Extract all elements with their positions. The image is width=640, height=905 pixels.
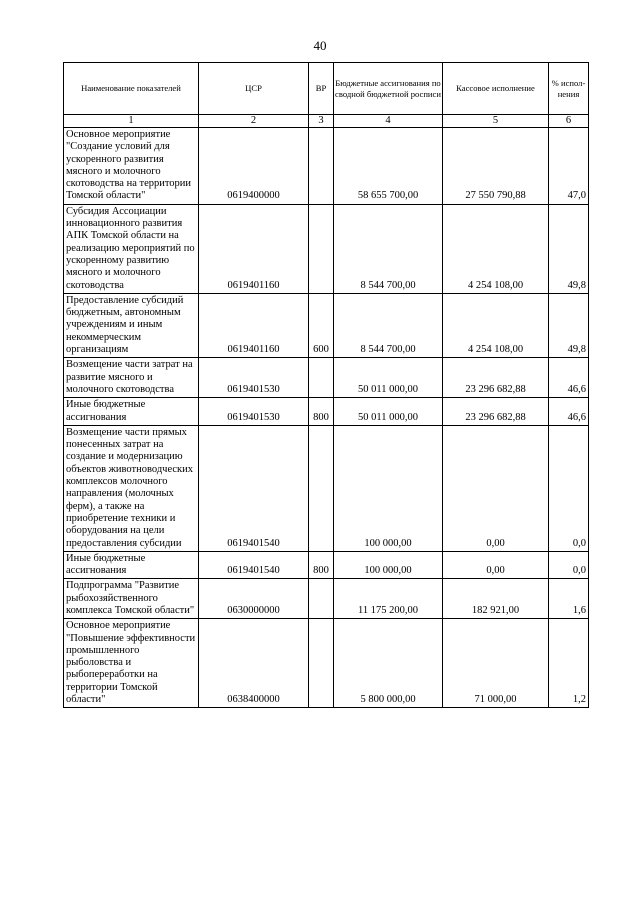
row-csr: 0619401530 <box>199 358 309 398</box>
row-budget: 5 800 000,00 <box>334 619 443 708</box>
row-percent: 0,0 <box>549 425 589 551</box>
row-budget: 50 011 000,00 <box>334 358 443 398</box>
row-budget: 50 011 000,00 <box>334 398 443 426</box>
row-budget: 8 544 700,00 <box>334 204 443 293</box>
column-number: 1 <box>64 115 199 128</box>
header-vr: ВР <box>309 63 334 115</box>
row-cash: 23 296 682,88 <box>443 398 549 426</box>
table-row <box>64 579 589 619</box>
row-percent: 1,2 <box>549 619 589 708</box>
row-cash: 0,00 <box>443 551 549 579</box>
row-name: Предоставление субсидий бюджетным, автономным учреждениям и иным некоммерческим организациям <box>64 293 199 357</box>
table-row <box>64 425 589 551</box>
row-budget: 11 175 200,00 <box>334 579 443 619</box>
column-number: 4 <box>334 115 443 128</box>
table-row <box>64 358 589 398</box>
table-row <box>64 551 589 579</box>
budget-execution-table <box>63 62 589 708</box>
row-name: Основное мероприятие "Повышение эффективности промышленного рыболовства и рыбопереработки на территории Томской области" <box>64 619 199 708</box>
row-budget: 8 544 700,00 <box>334 293 443 357</box>
table-row <box>64 204 589 293</box>
row-vr <box>309 358 334 398</box>
column-number: 6 <box>549 115 589 128</box>
row-csr: 0619401160 <box>199 204 309 293</box>
table-row <box>64 128 589 205</box>
row-name: Возмещение части прямых понесенных затрат на создание и модернизацию объектов животноводческих комплексов молочного направления (молочных ферм), а также на приобретение техники и оборудования на цели предоставления субсидии <box>64 425 199 551</box>
row-cash: 27 550 790,88 <box>443 128 549 205</box>
header-name: Наименование показателей <box>64 63 199 115</box>
row-name: Подпрограмма "Развитие рыбохозяйственного комплекса Томской области" <box>64 579 199 619</box>
row-vr: 800 <box>309 398 334 426</box>
row-csr: 0619401530 <box>199 398 309 426</box>
row-cash: 71 000,00 <box>443 619 549 708</box>
row-name: Иные бюджетные ассигнования <box>64 551 199 579</box>
row-percent: 47,0 <box>549 128 589 205</box>
row-budget: 100 000,00 <box>334 551 443 579</box>
row-name: Возмещение части затрат на развитие мясного и молочного скотоводства <box>64 358 199 398</box>
row-cash: 4 254 108,00 <box>443 204 549 293</box>
row-vr <box>309 579 334 619</box>
row-cash: 4 254 108,00 <box>443 293 549 357</box>
row-percent: 46,6 <box>549 398 589 426</box>
row-vr <box>309 619 334 708</box>
table-row <box>64 293 589 357</box>
row-percent: 1,6 <box>549 579 589 619</box>
row-csr: 0619400000 <box>199 128 309 205</box>
row-cash: 182 921,00 <box>443 579 549 619</box>
column-number: 5 <box>443 115 549 128</box>
row-cash: 23 296 682,88 <box>443 358 549 398</box>
row-vr <box>309 425 334 551</box>
header-cash: Кассовое исполнение <box>443 63 549 115</box>
page-number: 40 <box>313 38 327 53</box>
row-budget: 100 000,00 <box>334 425 443 551</box>
row-csr: 0619401540 <box>199 425 309 551</box>
row-csr: 0638400000 <box>199 619 309 708</box>
column-number: 2 <box>199 115 309 128</box>
column-number-row <box>64 115 589 128</box>
row-percent: 0,0 <box>549 551 589 579</box>
row-vr: 600 <box>309 293 334 357</box>
row-vr: 800 <box>309 551 334 579</box>
row-vr <box>309 128 334 205</box>
table-row <box>64 619 589 708</box>
row-budget: 58 655 700,00 <box>334 128 443 205</box>
header-csr: ЦСР <box>199 63 309 115</box>
row-csr: 0619401160 <box>199 293 309 357</box>
row-cash: 0,00 <box>443 425 549 551</box>
row-percent: 49,8 <box>549 204 589 293</box>
row-csr: 0630000000 <box>199 579 309 619</box>
table-row <box>64 398 589 426</box>
column-number: 3 <box>309 115 334 128</box>
row-name: Субсидия Ассоциации инновационного развития АПК Томской области на реализацию мероприятий по ускоренному развитию мясного и молочного скотоводства <box>64 204 199 293</box>
row-percent: 49,8 <box>549 293 589 357</box>
row-csr: 0619401540 <box>199 551 309 579</box>
header-row <box>64 63 589 115</box>
row-vr <box>309 204 334 293</box>
header-budget: Бюджетные ассигнования по сводной бюджетной росписи <box>334 63 443 115</box>
row-name: Иные бюджетные ассигнования <box>64 398 199 426</box>
row-name: Основное мероприятие "Создание условий для ускоренного развития мясного и молочного скотоводства на территории Томской области" <box>64 128 199 205</box>
header-percent: % испол-нения <box>549 63 589 115</box>
row-percent: 46,6 <box>549 358 589 398</box>
